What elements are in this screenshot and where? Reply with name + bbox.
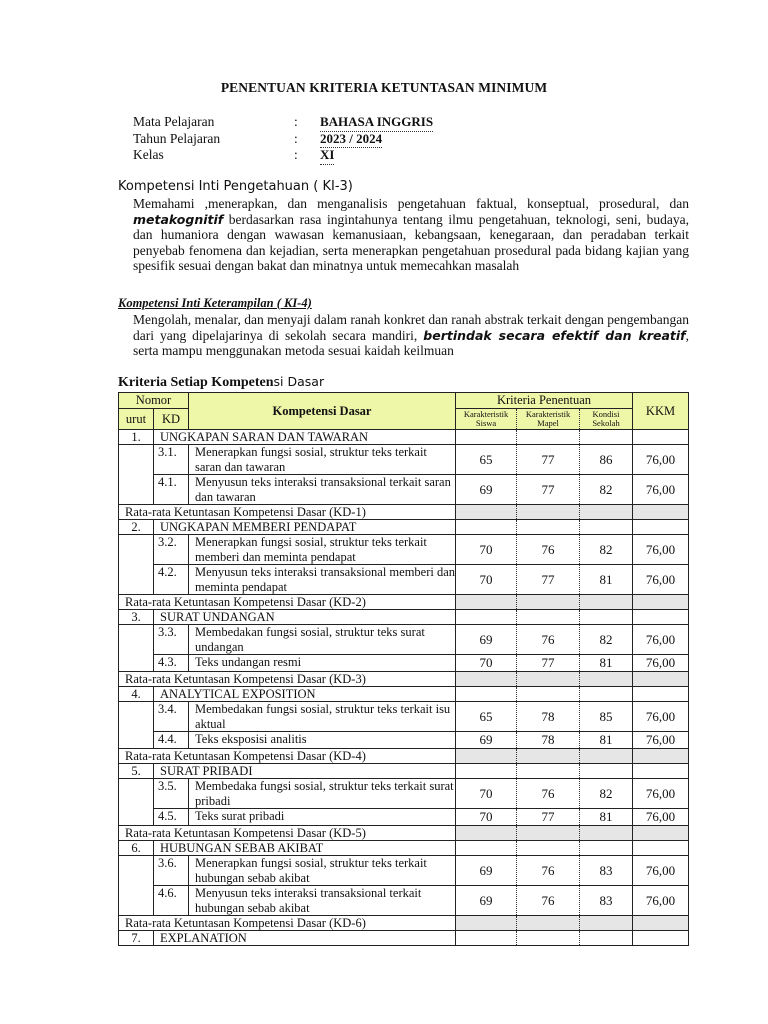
section-row	[119, 610, 689, 625]
empty-cell	[633, 687, 689, 702]
kd-number: 3.5.	[154, 779, 189, 809]
average-cell	[456, 595, 517, 610]
kd-description: Menyusun teks interaksi transaksional terkait saran dan tawaran	[189, 475, 456, 505]
average-cell	[580, 505, 633, 520]
kondisi-sekolah-value: 82	[580, 535, 633, 565]
ki3-text-2: berdasarkan rasa ingintahunya tentang ilmu pengetahuan, teknologi, seni, budaya, dan humaniora dengan wawasan kemanusiaan, kebangsaan, kenegaraan, dan peradaban terkait penyebab fenomena dan kejadian, serta menerapkan pengetahuan prosedural pada bidang kajian yang spesifik sesuai dengan bakat dan minatnya untuk memecahkan masalah	[133, 211, 689, 274]
info-value: 2023 / 2024	[320, 131, 382, 149]
kd-description: Menerapkan fungsi sosial, struktur teks terkait memberi dan meminta pendapat	[189, 535, 456, 565]
empty-cell	[580, 931, 633, 946]
karakteristik-mapel-value: 76	[517, 625, 580, 655]
info-label: Tahun Pelajaran	[133, 130, 221, 146]
ki4-emphasis: bertindak secara efektif dan kreatif	[423, 327, 686, 343]
section-title: ANALYTICAL EXPOSITION	[154, 687, 456, 702]
subject-info	[133, 114, 553, 164]
kkm-value: 76,00	[633, 655, 689, 672]
kd-row	[119, 809, 689, 826]
kkm-value: 76,00	[633, 732, 689, 749]
kkm-value: 76,00	[633, 445, 689, 475]
kd-row	[119, 702, 689, 732]
header-karakteristik-siswa: Karakteristik Siswa	[456, 409, 517, 430]
kondisi-sekolah-value: 81	[580, 655, 633, 672]
kd-row	[119, 475, 689, 505]
kkm-value: 76,00	[633, 565, 689, 595]
empty-cell	[119, 779, 154, 809]
kd-row	[119, 565, 689, 595]
average-row	[119, 672, 689, 687]
kd-number: 4.4.	[154, 732, 189, 749]
average-label: Rata-rata Ketuntasan Kompetensi Dasar (KD-6)	[119, 916, 456, 931]
karakteristik-siswa-value: 65	[456, 702, 517, 732]
empty-cell	[119, 565, 154, 595]
empty-cell	[119, 625, 154, 655]
empty-cell	[517, 430, 580, 445]
average-cell	[456, 505, 517, 520]
karakteristik-mapel-value: 78	[517, 702, 580, 732]
empty-cell	[580, 764, 633, 779]
empty-cell	[456, 520, 517, 535]
kd-row	[119, 655, 689, 672]
kondisi-sekolah-value: 82	[580, 625, 633, 655]
karakteristik-siswa-value: 69	[456, 625, 517, 655]
average-cell	[456, 672, 517, 687]
kd-description: Menyusun teks interaksi transaksional terkait hubungan sebab akibat	[189, 886, 456, 916]
kd-number: 3.3.	[154, 625, 189, 655]
kd-description: Menyusun teks interaksi transaksional memberi dan meminta pendapat	[189, 565, 456, 595]
kondisi-sekolah-value: 85	[580, 702, 633, 732]
average-cell	[580, 826, 633, 841]
ki3-heading: Kompetensi Inti Pengetahuan ( KI-3)	[118, 179, 353, 194]
kkm-value: 76,00	[633, 779, 689, 809]
ki4-heading: Kompetensi Inti Keterampilan ( KI-4)	[118, 296, 312, 310]
karakteristik-siswa-value: 70	[456, 565, 517, 595]
section-row	[119, 764, 689, 779]
ki4-text-2: , serta mampu menggunakan metoda sesuai kaidah keilmuan	[133, 327, 689, 359]
empty-cell	[633, 430, 689, 445]
average-cell	[517, 595, 580, 610]
section-title: SURAT PRIBADI	[154, 764, 456, 779]
empty-cell	[456, 841, 517, 856]
empty-cell	[580, 841, 633, 856]
empty-cell	[456, 931, 517, 946]
section-number: 2.	[119, 520, 154, 535]
empty-cell	[580, 520, 633, 535]
average-label: Rata-rata Ketuntasan Kompetensi Dasar (KD-4)	[119, 749, 456, 764]
empty-cell	[456, 610, 517, 625]
section-row	[119, 687, 689, 702]
kd-row	[119, 625, 689, 655]
section-title: UNGKAPAN SARAN DAN TAWARAN	[154, 430, 456, 445]
kd-description: Membedakan fungsi sosial, struktur teks terkait isu aktual	[189, 702, 456, 732]
kondisi-sekolah-value: 83	[580, 886, 633, 916]
empty-cell	[580, 610, 633, 625]
karakteristik-siswa-value: 65	[456, 445, 517, 475]
average-row	[119, 595, 689, 610]
header-urut: urut	[119, 409, 154, 430]
kd-description: Teks undangan resmi	[189, 655, 456, 672]
kd-number: 4.3.	[154, 655, 189, 672]
kd-row	[119, 732, 689, 749]
karakteristik-siswa-value: 70	[456, 809, 517, 826]
ki3-text-1: Memahami ,menerapkan, dan menganalisis pengetahuan faktual, konseptual, prosedural, dan	[133, 196, 689, 211]
kd-number: 4.5.	[154, 809, 189, 826]
average-cell	[633, 505, 689, 520]
document-title: PENENTUAN KRITERIA KETUNTASAN MINIMUM	[220, 80, 548, 95]
kd-description: Membedakan fungsi sosial, struktur teks surat undangan	[189, 625, 456, 655]
empty-cell	[119, 886, 154, 916]
karakteristik-mapel-value: 77	[517, 475, 580, 505]
section-number: 6.	[119, 841, 154, 856]
kd-row	[119, 445, 689, 475]
karakteristik-siswa-value: 70	[456, 779, 517, 809]
section-number: 4.	[119, 687, 154, 702]
karakteristik-siswa-value: 70	[456, 535, 517, 565]
kd-number: 3.4.	[154, 702, 189, 732]
kd-row	[119, 779, 689, 809]
header-kd: KD	[154, 409, 189, 430]
info-colon: :	[294, 147, 298, 162]
info-row-class	[133, 147, 553, 164]
kkm-value: 76,00	[633, 886, 689, 916]
karakteristik-siswa-value: 69	[456, 856, 517, 886]
empty-cell	[119, 856, 154, 886]
empty-cell	[119, 445, 154, 475]
kondisi-sekolah-value: 81	[580, 565, 633, 595]
header-kriteria-penentuan: Kriteria Penentuan	[456, 393, 633, 409]
average-label: Rata-rata Ketuntasan Kompetensi Dasar (KD-1)	[119, 505, 456, 520]
empty-cell	[633, 931, 689, 946]
karakteristik-mapel-value: 76	[517, 779, 580, 809]
kkm-value: 76,00	[633, 856, 689, 886]
empty-cell	[633, 841, 689, 856]
ki4-paragraph	[133, 312, 689, 359]
header-kondisi-sekolah: Kondisi Sekolah	[580, 409, 633, 430]
karakteristik-siswa-value: 69	[456, 732, 517, 749]
table-title-bold: Kriteria Setiap Kompeten	[118, 375, 274, 390]
ki4-text-1: Mengolah, menalar, dan menyaji dalam ranah konkret dan ranah abstrak terkait dengan pengembangan dari yang dipelajarinya di sekolah secara mandiri,	[133, 312, 689, 343]
empty-cell	[517, 841, 580, 856]
section-title: SURAT UNDANGAN	[154, 610, 456, 625]
kondisi-sekolah-value: 83	[580, 856, 633, 886]
section-number: 7.	[119, 931, 154, 946]
section-title: HUBUNGAN SEBAB AKIBAT	[154, 841, 456, 856]
average-cell	[456, 916, 517, 931]
section-number: 1.	[119, 430, 154, 445]
kondisi-sekolah-value: 82	[580, 475, 633, 505]
empty-cell	[119, 475, 154, 505]
average-cell	[580, 672, 633, 687]
average-cell	[517, 826, 580, 841]
empty-cell	[119, 809, 154, 826]
empty-cell	[119, 702, 154, 732]
kondisi-sekolah-value: 86	[580, 445, 633, 475]
karakteristik-mapel-value: 77	[517, 809, 580, 826]
average-cell	[633, 916, 689, 931]
section-number: 3.	[119, 610, 154, 625]
table-title-rest: si Dasar	[273, 374, 325, 389]
kkm-table-body	[119, 430, 689, 946]
ki3-emphasis: metakognitif	[133, 211, 224, 227]
empty-cell	[580, 430, 633, 445]
kd-number: 4.1.	[154, 475, 189, 505]
kd-description: Menerapkan fungsi sosial, struktur teks terkait saran dan tawaran	[189, 445, 456, 475]
kd-description: Membedaka fungsi sosial, struktur teks terkait surat pribadi	[189, 779, 456, 809]
section-number: 5.	[119, 764, 154, 779]
section-row	[119, 841, 689, 856]
info-row-year	[133, 131, 553, 148]
kd-number: 3.2.	[154, 535, 189, 565]
header-karakteristik-mapel: Karakteristik Mapel	[517, 409, 580, 430]
section-row	[119, 931, 689, 946]
kd-row	[119, 856, 689, 886]
empty-cell	[633, 610, 689, 625]
kd-description: Teks surat pribadi	[189, 809, 456, 826]
kondisi-sekolah-value: 81	[580, 732, 633, 749]
karakteristik-mapel-value: 76	[517, 886, 580, 916]
kkm-value: 76,00	[633, 625, 689, 655]
header-kkm: KKM	[633, 393, 689, 430]
empty-cell	[633, 764, 689, 779]
info-value: XI	[320, 147, 334, 165]
empty-cell	[517, 764, 580, 779]
kkm-value: 76,00	[633, 475, 689, 505]
kondisi-sekolah-value: 82	[580, 779, 633, 809]
average-row	[119, 505, 689, 520]
average-cell	[633, 595, 689, 610]
average-cell	[517, 749, 580, 764]
empty-cell	[119, 535, 154, 565]
section-title: UNGKAPAN MEMBERI PENDAPAT	[154, 520, 456, 535]
karakteristik-siswa-value: 70	[456, 655, 517, 672]
section-row	[119, 520, 689, 535]
karakteristik-mapel-value: 77	[517, 565, 580, 595]
average-label: Rata-rata Ketuntasan Kompetensi Dasar (KD-3)	[119, 672, 456, 687]
karakteristik-mapel-value: 78	[517, 732, 580, 749]
empty-cell	[517, 931, 580, 946]
average-row	[119, 916, 689, 931]
average-cell	[633, 826, 689, 841]
empty-cell	[580, 687, 633, 702]
kd-number: 3.6.	[154, 856, 189, 886]
average-row	[119, 826, 689, 841]
karakteristik-siswa-value: 69	[456, 886, 517, 916]
ki3-paragraph	[133, 196, 689, 274]
empty-cell	[517, 520, 580, 535]
header-nomor: Nomor	[119, 393, 189, 409]
empty-cell	[517, 687, 580, 702]
kd-row	[119, 886, 689, 916]
karakteristik-mapel-value: 77	[517, 445, 580, 475]
section-title: EXPLANATION	[154, 931, 456, 946]
empty-cell	[456, 764, 517, 779]
kondisi-sekolah-value: 81	[580, 809, 633, 826]
empty-cell	[633, 520, 689, 535]
info-label: Mata Pelajaran	[133, 114, 215, 129]
karakteristik-siswa-value: 69	[456, 475, 517, 505]
kd-row	[119, 535, 689, 565]
kkm-value: 76,00	[633, 535, 689, 565]
table-title	[118, 374, 324, 391]
kkm-table	[118, 392, 689, 946]
average-cell	[517, 505, 580, 520]
kd-number: 4.2.	[154, 565, 189, 595]
kkm-value: 76,00	[633, 702, 689, 732]
info-colon: :	[294, 130, 298, 146]
info-value: BAHASA INGGRIS	[320, 114, 433, 132]
average-cell	[633, 672, 689, 687]
average-cell	[633, 749, 689, 764]
kd-number: 4.6.	[154, 886, 189, 916]
info-colon: :	[294, 114, 298, 129]
average-cell	[456, 749, 517, 764]
empty-cell	[456, 430, 517, 445]
average-cell	[456, 826, 517, 841]
average-label: Rata-rata Ketuntasan Kompetensi Dasar (KD-2)	[119, 595, 456, 610]
info-row-subject	[133, 114, 553, 131]
info-label: Kelas	[133, 147, 164, 162]
section-row	[119, 430, 689, 445]
header-kompetensi-dasar: Kompetensi Dasar	[189, 393, 456, 430]
kd-description: Teks eksposisi analitis	[189, 732, 456, 749]
karakteristik-mapel-value: 76	[517, 856, 580, 886]
kkm-value: 76,00	[633, 809, 689, 826]
average-row	[119, 749, 689, 764]
average-cell	[580, 916, 633, 931]
kd-description: Menerapkan fungsi sosial, struktur teks terkait hubungan sebab akibat	[189, 856, 456, 886]
average-cell	[517, 672, 580, 687]
empty-cell	[456, 687, 517, 702]
karakteristik-mapel-value: 77	[517, 655, 580, 672]
empty-cell	[517, 610, 580, 625]
average-cell	[580, 749, 633, 764]
average-cell	[580, 595, 633, 610]
average-cell	[517, 916, 580, 931]
empty-cell	[119, 732, 154, 749]
average-label: Rata-rata Ketuntasan Kompetensi Dasar (KD-5)	[119, 826, 456, 841]
karakteristik-mapel-value: 76	[517, 535, 580, 565]
kd-number: 3.1.	[154, 445, 189, 475]
empty-cell	[119, 655, 154, 672]
